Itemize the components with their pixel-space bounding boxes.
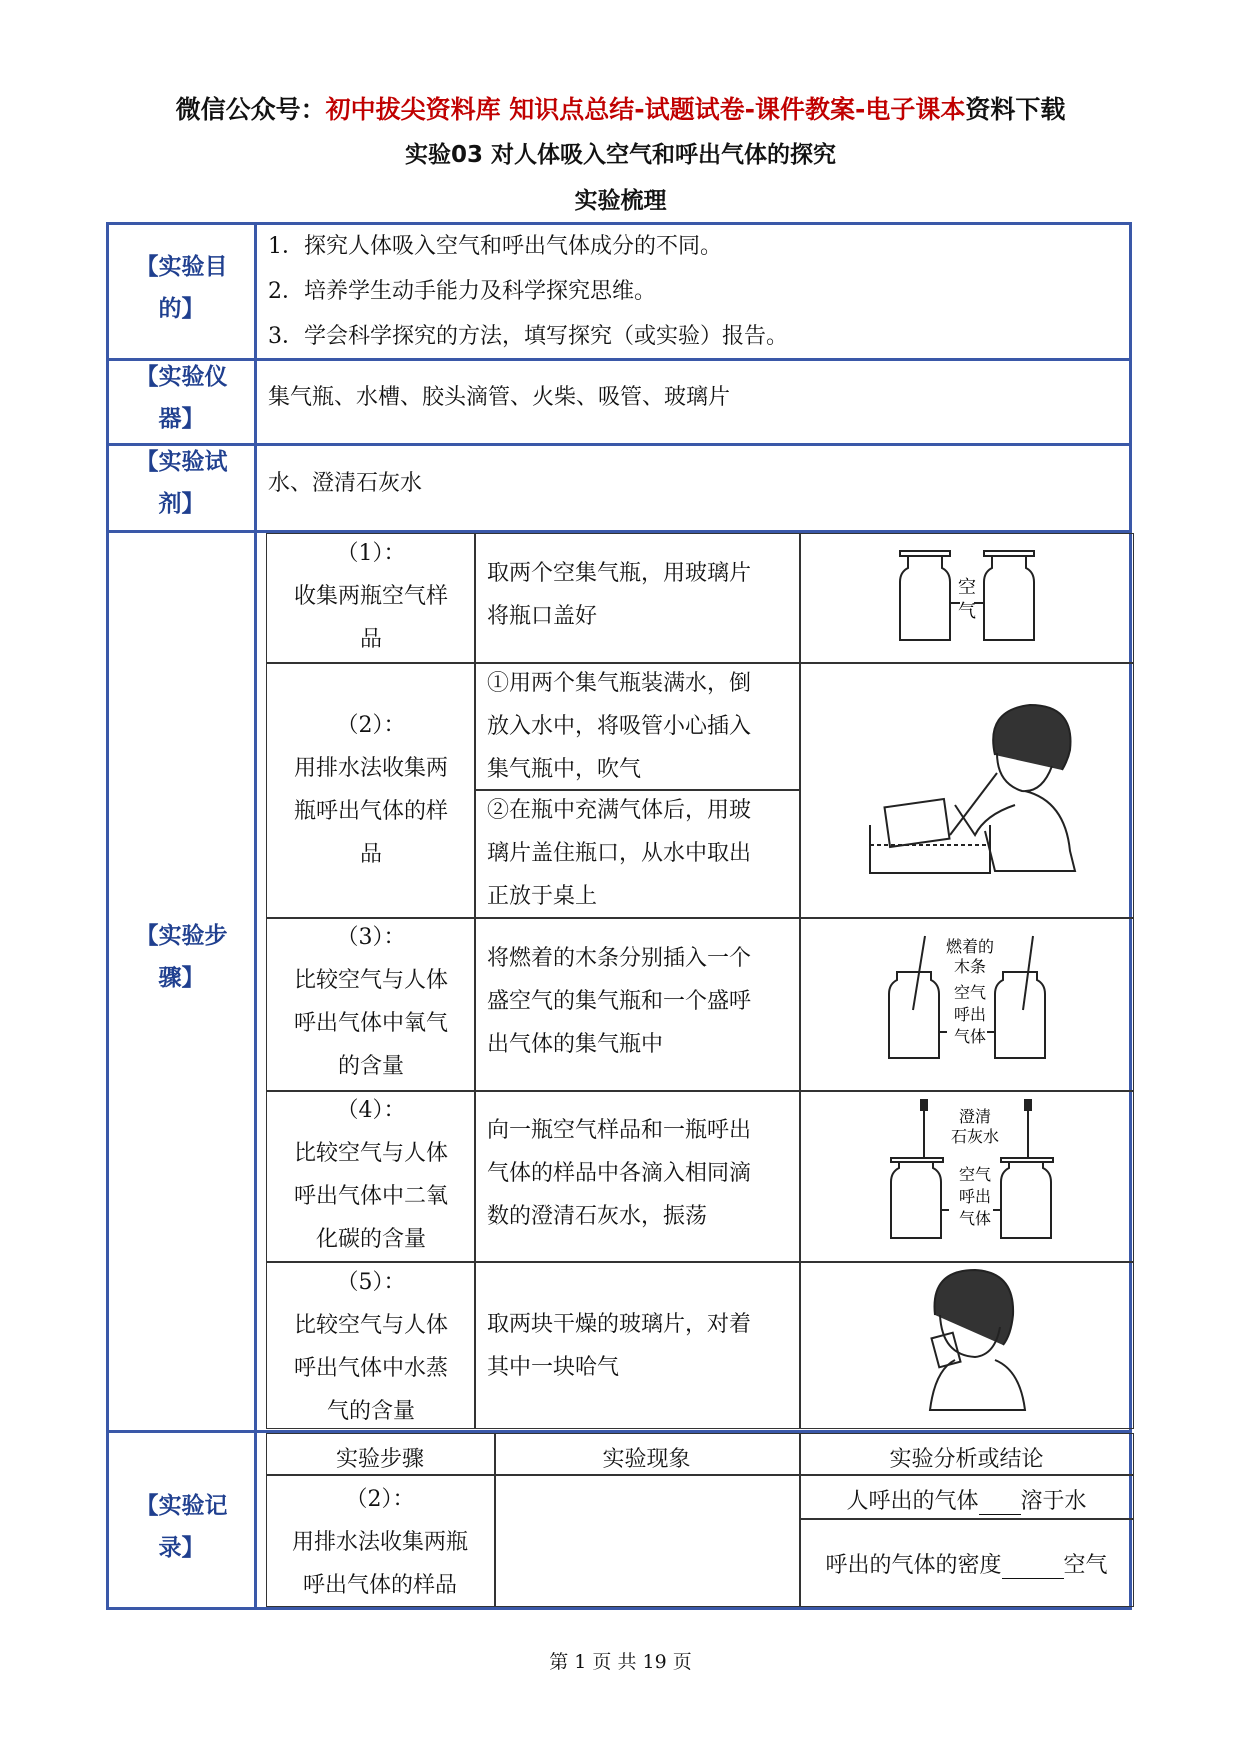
label-column-divider <box>254 222 257 1610</box>
answer-blank[interactable] <box>1002 1556 1064 1579</box>
record-header-step: 实验步骤 <box>335 1447 424 1472</box>
step-1-desc: 取两个空集气瓶，用玻璃片 将瓶口盖好 <box>487 561 752 629</box>
record-header-conclusion: 实验分析或结论 <box>889 1447 1044 1472</box>
purpose-item: 1．探究人体吸入空气和呼出气体成分的不同。 <box>268 234 722 259</box>
reagents-text: 水、澄清石灰水 <box>268 471 423 496</box>
conclusion-2: 呼出的气体的密度 空气 <box>825 1553 1108 1578</box>
record-step-cell: （2）： 用排水法收集两瓶 呼出气体的样品 <box>291 1487 468 1598</box>
step-2-desc-a: ①用两个集气瓶装满水，倒 放入水中，将吸管小心插入 集气瓶中，吹气 <box>487 671 752 782</box>
steps-label: 【实验步 骤】 <box>135 923 228 991</box>
step-4-desc: 向一瓶空气样品和一瓶呼出 气体的样品中各滴入相同滴 数的澄清石灰水，振荡 <box>487 1118 752 1229</box>
row-divider <box>266 1474 1134 1476</box>
limewater-dropper-figure <box>885 1098 1055 1243</box>
girl-breathing-figure <box>915 1265 1030 1425</box>
svg-text:呼出: 呼出 <box>953 1005 987 1024</box>
record-header-phenomenon: 实验现象 <box>602 1447 691 1472</box>
purpose-list <box>268 224 788 359</box>
step-3-desc: 将燃着的木条分别插入一个 盛空气的集气瓶和一个盛呼 出气体的集气瓶中 <box>487 946 752 1057</box>
step-4-name: （4）： 比较空气与人体 呼出气体中二氧 化碳的含量 <box>293 1098 448 1252</box>
svg-text:木条: 木条 <box>953 957 987 976</box>
svg-text:燃着的: 燃着的 <box>945 937 995 956</box>
svg-text:呼出: 呼出 <box>958 1187 992 1206</box>
step-1-name: （1）： 收集两瓶空气样 品 <box>293 541 448 652</box>
page-header <box>0 90 1241 126</box>
svg-text:澄清: 澄清 <box>958 1107 992 1126</box>
boy-blowing-figure <box>865 695 1080 875</box>
purpose-item: 2．培养学生动手能力及科学探究思维。 <box>268 279 656 304</box>
header-suffix: 资料下载 <box>965 95 1066 124</box>
svg-text:空气: 空气 <box>953 983 987 1002</box>
step-3-name: （3）： 比较空气与人体 呼出气体中氧气 的含量 <box>293 925 448 1079</box>
header-highlight: 初中拔尖资料库 知识点总结-试题试卷-课件教案-电子课本 <box>325 95 966 124</box>
step-2-name: （2）： 用排水法收集两 瓶呼出气体的样 品 <box>293 713 448 867</box>
purpose-item: 3．学会科学探究的方法，填写探究（或实验）报告。 <box>268 324 788 349</box>
svg-text:空: 空 <box>958 577 976 598</box>
row-divider <box>106 443 1132 446</box>
row-divider <box>799 1518 1134 1520</box>
record-label: 【实验记 录】 <box>135 1493 228 1561</box>
reagents-label: 【实验试 剂】 <box>135 449 228 517</box>
answer-blank[interactable] <box>979 1492 1021 1515</box>
svg-text:空气: 空气 <box>958 1165 992 1184</box>
page-subtitle: 实验梳理 <box>574 188 667 214</box>
burning-splint-figure <box>885 932 1055 1062</box>
svg-text:气体: 气体 <box>958 1209 992 1228</box>
page-title: 实验03 对人体吸入空气和呼出气体的探究 <box>404 142 836 168</box>
svg-text:石灰水: 石灰水 <box>950 1127 1000 1146</box>
step-5-desc: 取两块干燥的玻璃片，对着 其中一块哈气 <box>487 1312 752 1380</box>
svg-text:气体: 气体 <box>953 1027 987 1046</box>
apparatus-text: 集气瓶、水槽、胶头滴管、火柴、吸管、玻璃片 <box>268 385 731 410</box>
conclusion-1: 人呼出的气体 溶于水 <box>846 1489 1087 1514</box>
page-footer: 第 1 页 共 19 页 <box>549 1651 692 1673</box>
step-5-name: （5）： 比较空气与人体 呼出气体中水蒸 气的含量 <box>293 1270 448 1424</box>
two-jars-air-figure <box>890 547 1045 647</box>
column-divider <box>474 533 476 1429</box>
svg-text:气: 气 <box>958 601 976 622</box>
step-2-desc-b: ②在瓶中充满气体后，用玻 璃片盖住瓶口，从水中取出 正放于桌上 <box>487 798 752 909</box>
apparatus-label: 【实验仪 器】 <box>135 364 228 432</box>
purpose-label: 【实验目 的】 <box>135 254 228 322</box>
header-prefix: 微信公众号： <box>175 95 326 124</box>
column-divider <box>799 533 801 1429</box>
